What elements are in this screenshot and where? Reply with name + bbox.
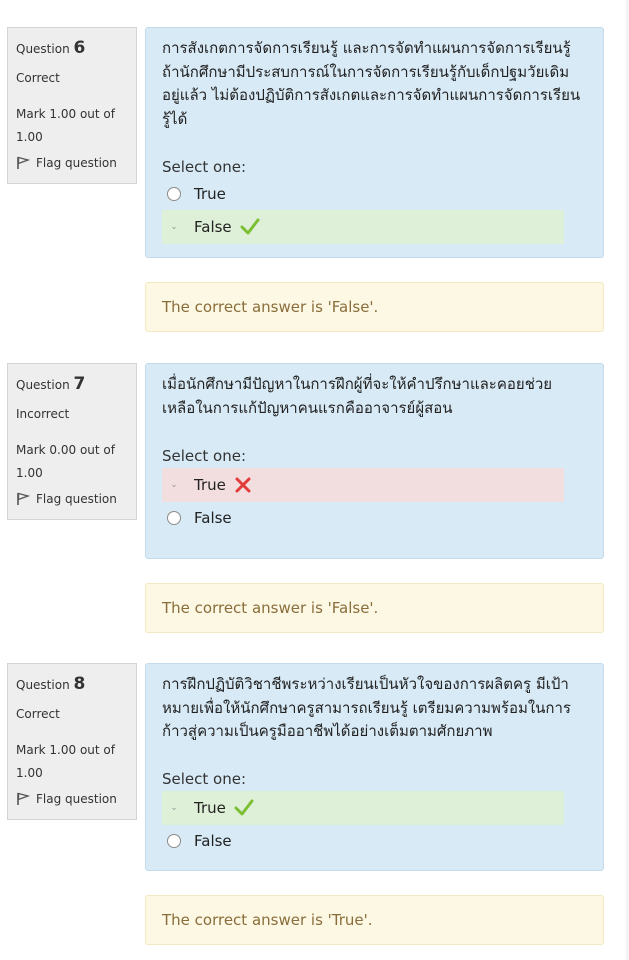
- question-info-7: [7, 363, 137, 520]
- select-one-prompt: Select one:: [162, 770, 247, 788]
- answer-option-false[interactable]: [162, 210, 564, 244]
- cross-icon: [234, 476, 252, 494]
- flag-icon: [16, 156, 30, 170]
- question-text: การฝึกปฏิบัติวิชาชีพระหว่างเรียนเป็นหัวใจของการผลิตครู มีเป้าหมายเพื่อให้นักศึกษาครูสามารถเรียนรู้ เตรียมความพร้อมในการก้าวสู่ความเป็นครูมืออาชีพได้อย่างเต็มตามศักยภาพ: [162, 675, 571, 740]
- question-state: Correct: [16, 71, 60, 85]
- flag-question-label[interactable]: Flag question: [36, 792, 117, 806]
- radio-icon[interactable]: [167, 511, 181, 525]
- answer-label: False: [194, 218, 232, 236]
- radio-icon[interactable]: [167, 834, 181, 848]
- question-text: เมื่อนักศึกษามีปัญหาในการฝึกผู้ที่จะให้คำปรึกษาและคอยช่วยเหลือในการแก้ปัญหาคนแรกคืออาจารย์ผู้สอน: [162, 375, 553, 417]
- flag-icon: [16, 792, 30, 806]
- question-formulation-8: [145, 663, 604, 871]
- question-label: Question: [16, 378, 70, 392]
- flag-question-link[interactable]: [16, 792, 117, 806]
- question-info-8: [7, 663, 137, 820]
- question-number-value: 6: [73, 38, 86, 58]
- flag-question-label[interactable]: Flag question: [36, 492, 117, 506]
- select-one-prompt: Select one:: [162, 447, 247, 465]
- question-number-value: 8: [73, 674, 86, 694]
- question-feedback-7: The correct answer is 'False'.: [145, 583, 604, 633]
- question-number-value: 7: [73, 374, 86, 394]
- answer-label: False: [194, 509, 232, 527]
- flag-question-link[interactable]: [16, 492, 117, 506]
- question-mark: Mark 1.00 out of 1.00: [16, 743, 115, 780]
- question-state: Incorrect: [16, 407, 70, 421]
- answer-label: False: [194, 832, 232, 850]
- answer-option-false[interactable]: [162, 501, 564, 535]
- question-mark: Mark 1.00 out of 1.00: [16, 107, 115, 144]
- chevron-down-icon[interactable]: ⌄: [170, 480, 178, 490]
- select-one-prompt: Select one:: [162, 158, 247, 176]
- radio-icon[interactable]: [167, 187, 181, 201]
- answer-option-true[interactable]: [162, 468, 564, 502]
- question-number: [16, 374, 85, 394]
- chevron-down-icon[interactable]: ⌄: [170, 222, 178, 232]
- flag-question-label[interactable]: Flag question: [36, 156, 117, 170]
- question-state: Correct: [16, 707, 60, 721]
- flag-question-link[interactable]: [16, 156, 117, 170]
- check-icon: [234, 799, 254, 817]
- answer-option-false[interactable]: [162, 824, 564, 858]
- question-feedback-6: The correct answer is 'False'.: [145, 282, 604, 332]
- question-label: Question: [16, 42, 70, 56]
- question-formulation-7: [145, 363, 604, 559]
- chevron-down-icon[interactable]: ⌄: [170, 803, 178, 813]
- question-info-6: [7, 27, 137, 184]
- flag-icon: [16, 492, 30, 506]
- question-feedback-8: The correct answer is 'True'.: [145, 895, 604, 945]
- check-icon: [240, 218, 260, 236]
- answer-option-true[interactable]: [162, 791, 564, 825]
- question-formulation-6: [145, 27, 604, 258]
- question-text: การสังเกตการจัดการเรียนรู้ และการจัดทำแผนการจัดการเรียนรู้ ถ้านักศึกษามีประสบการณ์ในการจัดการเรียนรู้กับเด็กปฐมวัยเดิมอยู่แล้ว ไม่ต้องปฏิบัติการสังเกตและการจัดทำแผนการจัดการเรียนรู้ได้: [162, 39, 581, 128]
- question-number: [16, 674, 85, 694]
- answer-label: True: [194, 185, 226, 203]
- answer-label: True: [194, 476, 226, 494]
- answer-label: True: [194, 799, 226, 817]
- question-number: [16, 38, 85, 58]
- question-mark: Mark 0.00 out of 1.00: [16, 443, 115, 480]
- question-label: Question: [16, 678, 70, 692]
- answer-option-true[interactable]: [162, 177, 564, 211]
